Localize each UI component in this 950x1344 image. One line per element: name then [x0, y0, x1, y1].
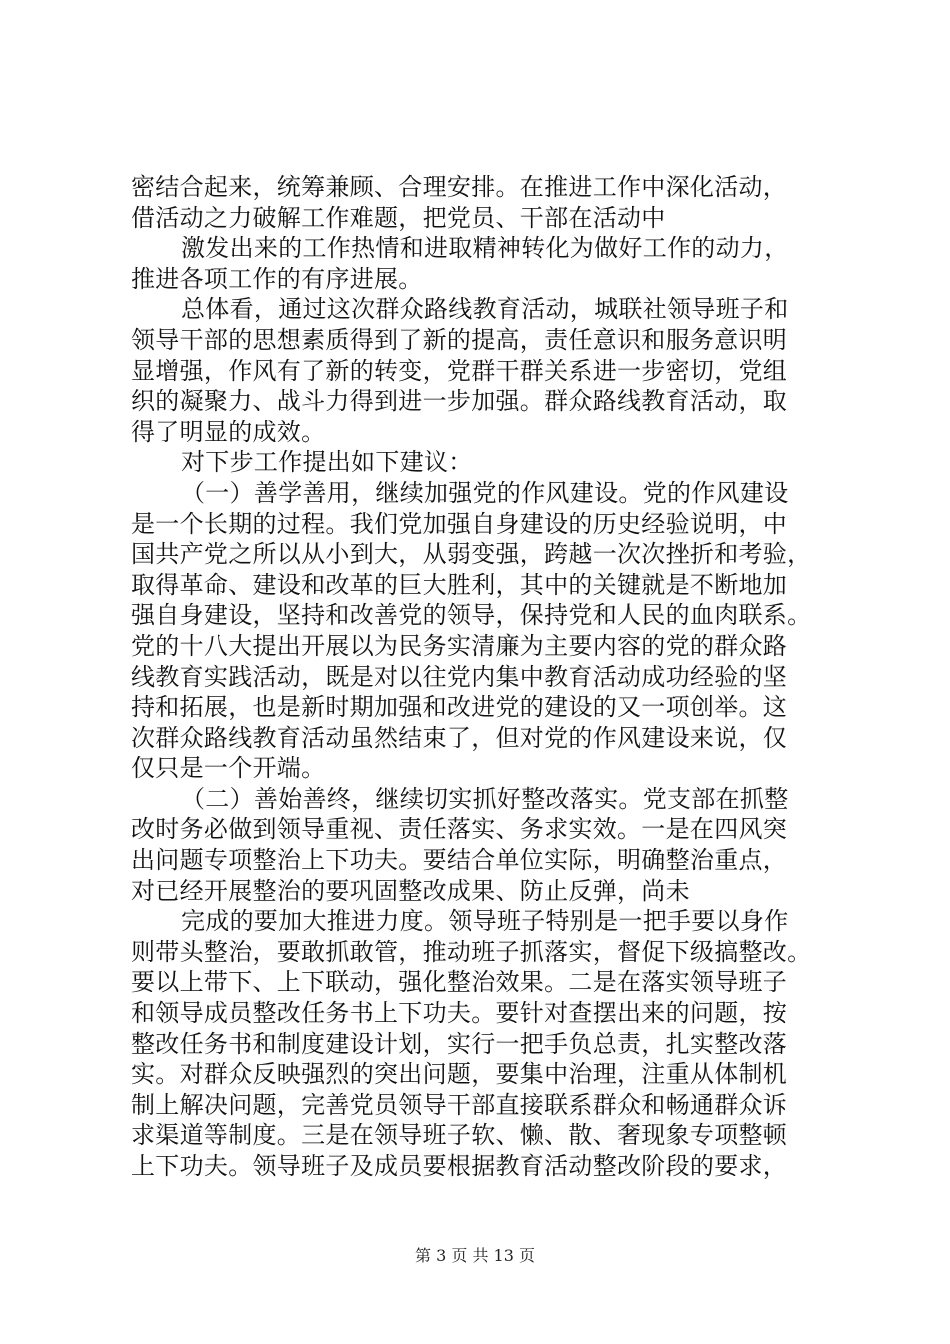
text-line: 总体看，通过这次群众路线教育活动，城联社领导班子和	[181, 295, 789, 324]
document-body	[131, 172, 831, 1182]
text-line: 得了明显的成效。	[131, 417, 326, 446]
text-line: 整改任务书和制度建设计划，实行一把手负总责，扎实整改落	[131, 1029, 788, 1058]
text-line: 求渠道等制度。三是在领导班子软、懒、散、奢现象专项整顿	[131, 1121, 788, 1150]
text-line: （二）善始善终，继续切实抓好整改落实。党支部在抓整	[181, 784, 789, 813]
text-line: 是一个长期的过程。我们党加强自身建设的历史经验说明，中	[131, 509, 788, 538]
page-footer: 第 3 页 共 13 页	[415, 1246, 535, 1265]
text-line: 出问题专项整治上下功夫。要结合单位实际，明确整治重点，	[131, 846, 788, 875]
text-line: 上下功夫。领导班子及成员要根据教育活动整改阶段的要求，	[131, 1152, 788, 1180]
text-line: 持和拓展，也是新时期加强和改进党的建设的又一项创举。这	[131, 693, 788, 722]
text-line: 激发出来的工作热情和进取精神转化为做好工作的动力，	[181, 234, 789, 263]
text-line: 制上解决问题，完善党员领导干部直接联系群众和畅通群众诉	[131, 1090, 788, 1119]
text-line: 仅只是一个开端。	[131, 754, 326, 783]
text-line: 强自身建设，坚持和改善党的领导，保持党和人民的血肉联系。	[131, 601, 812, 630]
text-line: 取得革命、建设和改革的巨大胜利，其中的关键就是不断地加	[131, 570, 788, 599]
text-line: 和领导成员整改任务书上下功夫。要针对查摆出来的问题，按	[131, 999, 788, 1028]
text-line: 显增强，作风有了新的转变，党群干群关系进一步密切，党组	[131, 356, 788, 385]
text-line: 要以上带下、上下联动，强化整治效果。二是在落实领导班子	[131, 968, 788, 997]
text-line: 国共产党之所以从小到大，从弱变强，跨越一次次挫折和考验，	[131, 540, 812, 569]
text-line: 织的凝聚力、战斗力得到进一步加强。群众路线教育活动，取	[131, 387, 788, 416]
text-line: 次群众路线教育活动虽然结束了，但对党的作风建设来说，仅	[131, 723, 788, 752]
text-line: 密结合起来，统筹兼顾、合理安排。在推进工作中深化活动，	[131, 173, 788, 201]
text-line: 完成的要加大推进力度。领导班子特别是一把手要以身作	[181, 907, 789, 936]
text-line: 改时务必做到领导重视、责任落实、务求实效。一是在四风突	[131, 815, 788, 844]
text-line: 实。对群众反映强烈的突出问题，要集中治理，注重从体制机	[131, 1060, 788, 1089]
text-line: 线教育实践活动，既是对以往党内集中教育活动成功经验的坚	[131, 662, 788, 691]
text-line: 推进各项工作的有序进展。	[131, 264, 423, 293]
text-line: 则带头整治，要敢抓敢管，推动班子抓落实，督促下级搞整改。	[131, 937, 812, 966]
text-line: （一）善学善用，继续加强党的作风建设。党的作风建设	[181, 478, 789, 507]
text-line: 对已经开展整治的要巩固整改成果、防止反弹，尚未	[131, 876, 690, 905]
text-line: 领导干部的思想素质得到了新的提高，责任意识和服务意识明	[131, 325, 788, 354]
text-line: 借活动之力破解工作难题，把党员、干部在活动中	[131, 203, 666, 232]
text-line: 对下步工作提出如下建议：	[181, 448, 473, 477]
text-line: 党的十八大提出开展以为民务实清廉为主要内容的党的群众路	[131, 631, 788, 660]
